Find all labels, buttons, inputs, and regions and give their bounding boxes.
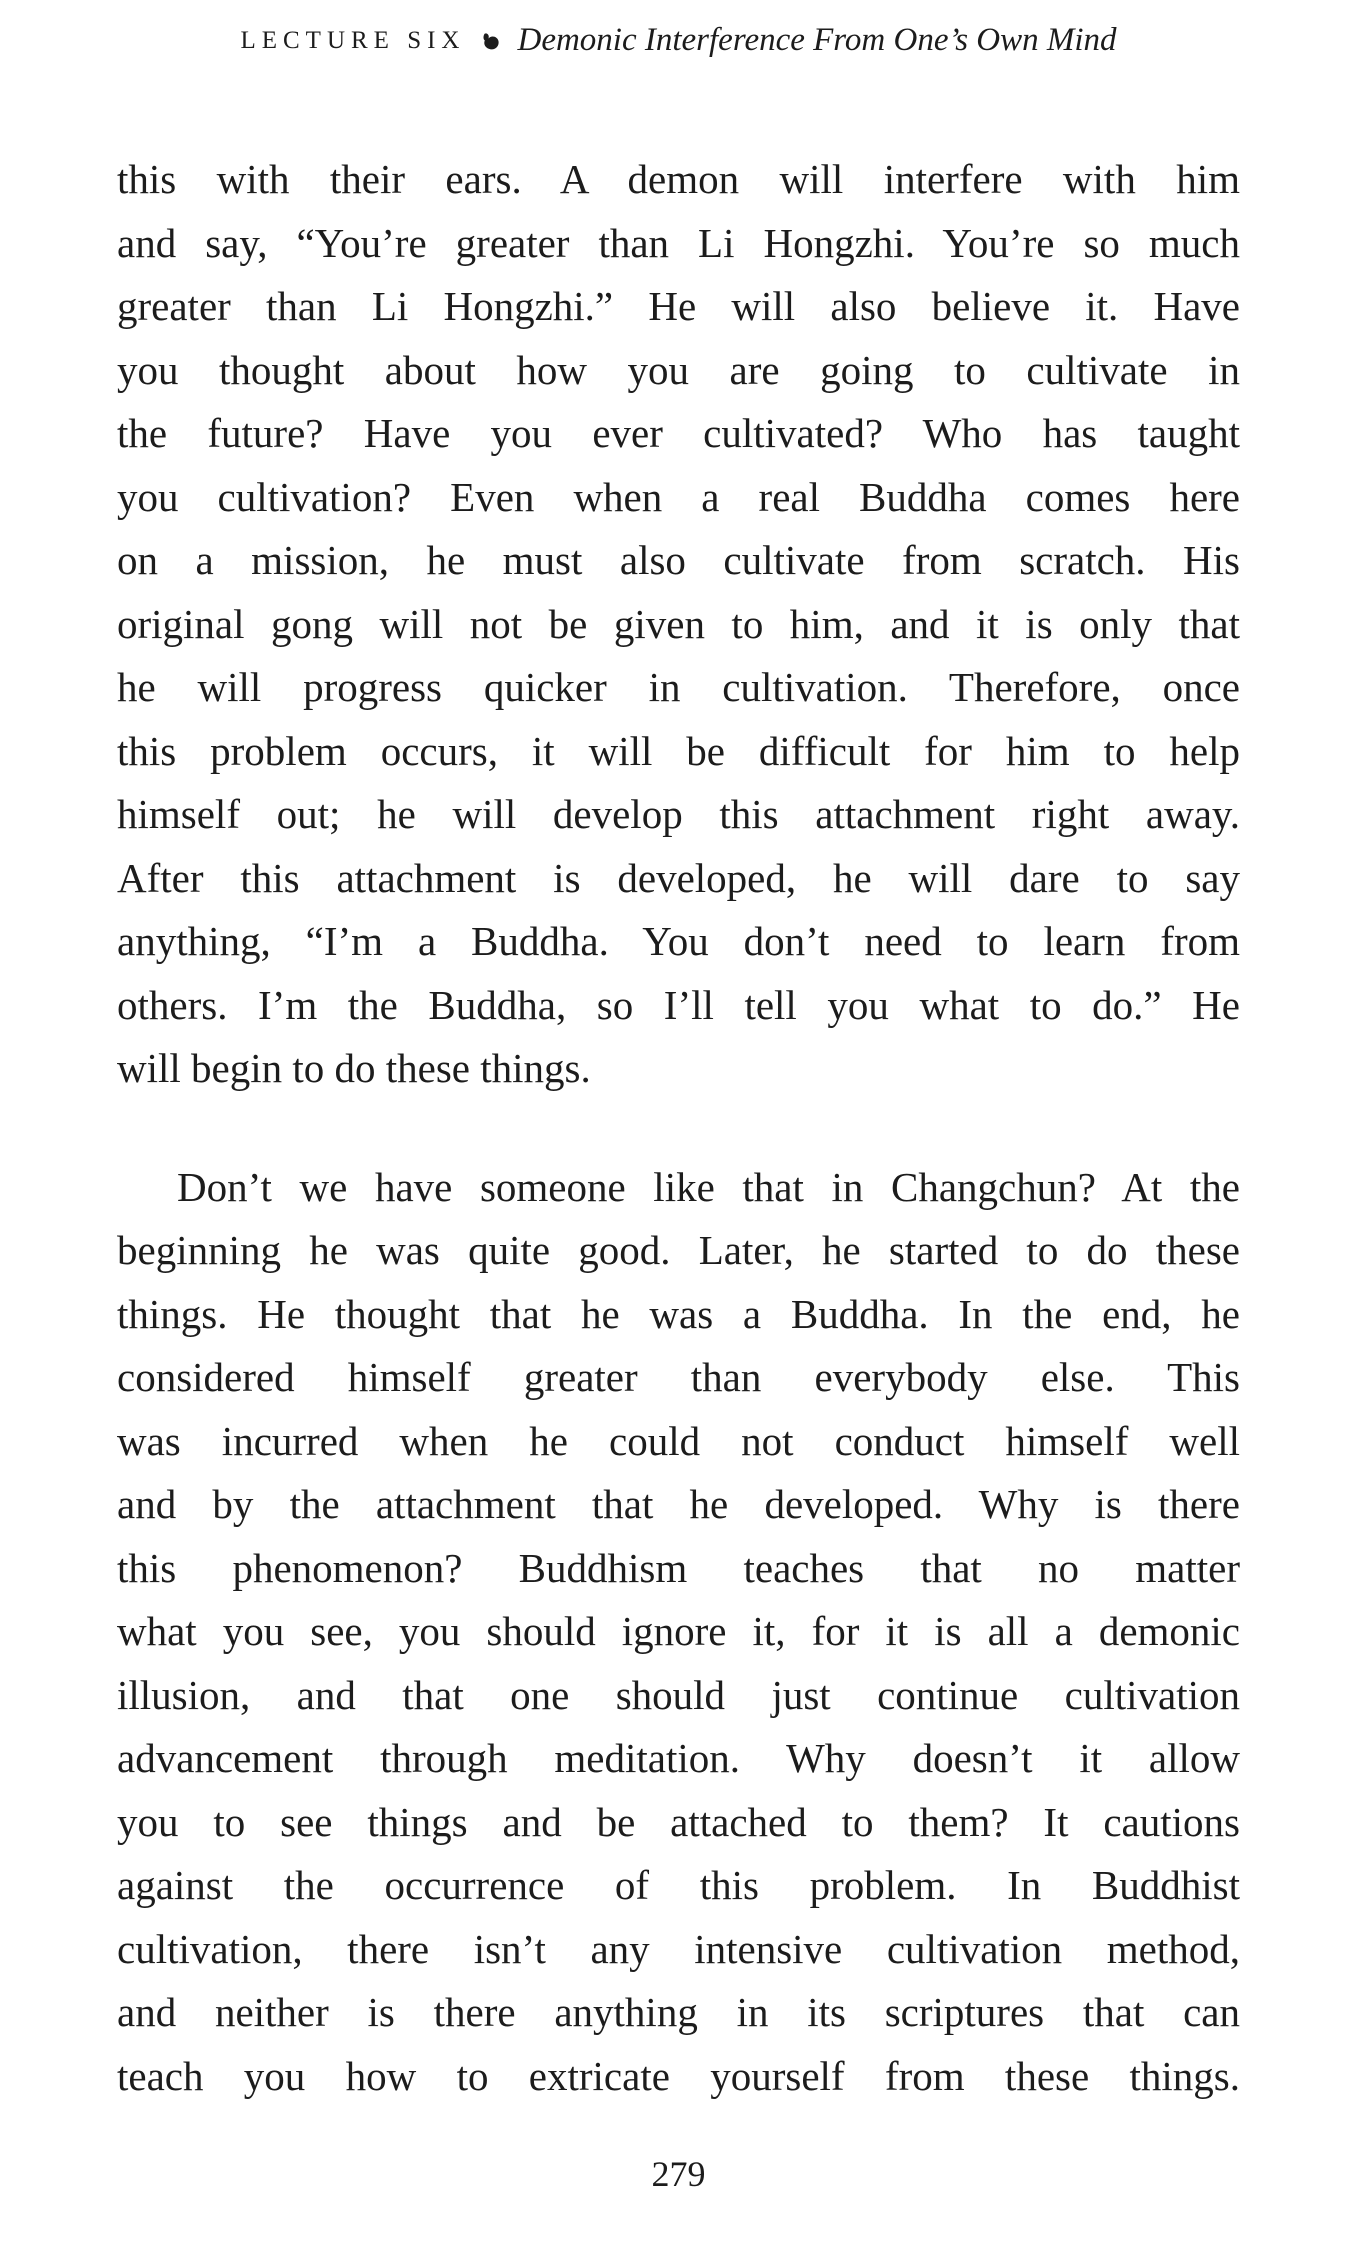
paragraph — [117, 148, 1240, 1101]
text-line: himself out; he will develop this attachment right away. — [117, 791, 1240, 837]
text-line: this phenomenon? Buddhism teaches that no matter — [117, 1544, 1240, 1591]
text-line: illusion, and that one should just continue cultivation — [117, 1671, 1240, 1718]
text-line: things. He thought that he was a Buddha. In the end, he — [117, 1290, 1240, 1337]
text-line: you cultivation? Even when a real Buddha comes here — [117, 473, 1240, 520]
text-line: will begin to do these things. — [117, 1045, 591, 1091]
lecture-label: LECTURE SIX — [240, 26, 466, 54]
text-line: advancement through meditation. Why doesn’t it allow — [117, 1735, 1240, 1781]
text-line: original gong will not be given to him, and it is only that — [117, 600, 1240, 647]
text-line: and by the attachment that he developed. Why is there — [117, 1481, 1240, 1527]
text-line: teach you how to extricate yourself from these things. — [117, 2052, 1240, 2099]
text-line: and say, “You’re greater than Li Hongzhi. You’re so much — [117, 219, 1240, 266]
text-line: against the occurrence of this problem. In Buddhist — [117, 1862, 1240, 1908]
body-text — [117, 148, 1240, 2108]
text-line: Don’t we have someone like that in Changchun? At the — [177, 1163, 1240, 1210]
fleuron-leaf-icon — [480, 31, 502, 53]
text-line: was incurred when he could not conduct himself well — [117, 1417, 1240, 1464]
text-line: others. I’m the Buddha, so I’ll tell you what to do.” He — [117, 981, 1240, 1028]
text-line: you to see things and be attached to them? It cautions — [117, 1798, 1240, 1845]
text-line: anything, “I’m a Buddha. You don’t need to learn from — [117, 918, 1240, 964]
text-line: and neither is there anything in its scriptures that can — [117, 1989, 1240, 2035]
paragraph — [117, 1156, 1240, 2109]
text-line: cultivation, there isn’t any intensive cultivation method, — [117, 1925, 1240, 1972]
text-line: he will progress quicker in cultivation. Therefore, once — [117, 664, 1240, 710]
text-line: After this attachment is developed, he will dare to say — [117, 854, 1240, 901]
running-header — [117, 22, 1240, 59]
text-line: this problem occurs, it will be difficult for him to help — [117, 727, 1240, 774]
text-line: greater than Li Hongzhi.” He will also believe it. Have — [117, 283, 1240, 329]
text-line: on a mission, he must also cultivate from scratch. His — [117, 537, 1240, 583]
page-number: 279 — [651, 2154, 706, 2194]
text-line: what you see, you should ignore it, for it is all a demonic — [117, 1608, 1240, 1654]
text-line: this with their ears. A demon will interfere with him — [117, 156, 1240, 202]
text-line: you thought about how you are going to cultivate in — [117, 346, 1240, 393]
text-line: beginning he was quite good. Later, he started to do these — [117, 1227, 1240, 1273]
text-line: the future? Have you ever cultivated? Who has taught — [117, 410, 1240, 456]
chapter-title: Demonic Interference From One’s Own Mind — [517, 22, 1117, 58]
text-line: considered himself greater than everybody else. This — [117, 1354, 1240, 1400]
